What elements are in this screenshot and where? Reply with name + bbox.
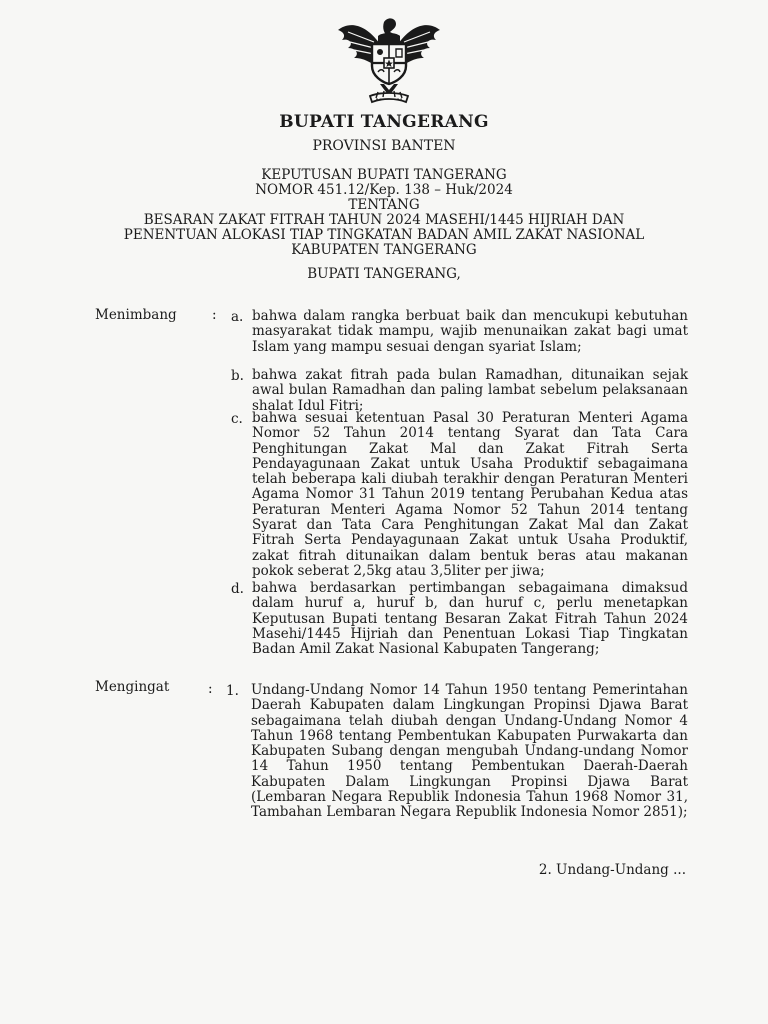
issuer-salutation: BUPATI TANGERANG,	[307, 266, 461, 282]
menimbang-item-text: bahwa zakat fitrah pada bulan Ramadhan, ditunaikan sejak awal bulan Ramadhan dan paling lambat sebelum pelaksanaan shalat Idul Fitri;	[252, 367, 688, 414]
decree-heading	[0, 168, 768, 258]
menimbang-item-text: bahwa sesuai ketentuan Pasal 30 Peraturan Menteri Agama Nomor 52 Tahun 2014 tentang Syarat dan Tata Cara Penghitungan Zakat Mal dan Zakat Fitrah Serta Pendayagunaan Zakat untuk Usaha Produktif sebagaimana telah beberapa kali diubah terakhir dengan Peraturan Menteri Agama Nomor 31 Tahun 2019 tentang Perubahan Kedua atas Peraturan Menteri Agama Nomor 52 Tahun 2014 tentang Syarat dan Tata Cara Penghitungan Zakat Mal dan Zakat Fitrah Serta Pendayagunaan Zakat untuk Usaha Produktif, zakat fitrah ditunaikan dalam bentuk beras atau makanan pokok seberat 2,5kg atau 3,5liter per jiwa;	[252, 410, 688, 579]
next-page-reference: 2. Undang-Undang ...	[538, 862, 686, 878]
decree-heading-line: KEPUTUSAN BUPATI TANGERANG	[261, 167, 507, 183]
menimbang-item-text: bahwa berdasarkan pertimbangan sebagaimana dimaksud dalam huruf a, huruf b, dan huruf c, perlu menetapkan Keputusan Bupati tentang Besaran Zakat Fitrah Tahun 2024 Masehi/1445 Hijriah dan Penentuan Lokasi Tiap Tingkatan Badan Amil Zakat Nasional Kabupaten Tangerang;	[252, 580, 688, 658]
menimbang-item-text: bahwa dalam rangka berbuat baik dan mencukupi kebutuhan masyarakat tidak mampu, wajib menunaikan zakat bagi umat Islam yang mampu sesuai dengan syariat Islam;	[252, 308, 688, 355]
mengingat-item-text: Undang-Undang Nomor 14 Tahun 1950 tentang Pemerintahan Daerah Kabupaten dalam Lingkungan Propinsi Djawa Barat sebagaimana telah diubah dengan Undang-Undang Nomor 4 Tahun 1968 tentang Pembentukan Kabupaten Purwakarta dan Kabupaten Subang dengan mengubah Undang-undang Nomor 14 Tahun 1950 tentang Pembentukan Daerah-Daerah Kabupaten Dalam Lingkungan Propinsi Djawa Barat (Lembaran Negara Republik Indonesia Tahun 1968 Nomor 31, Tambahan Lembaran Negara Republik Indonesia Nomor 2851);	[251, 682, 688, 821]
mengingat-colon: :	[208, 681, 213, 697]
menimbang-colon: :	[212, 307, 217, 323]
menimbang-label: Menimbang	[95, 307, 177, 323]
decree-subject-line: BESARAN ZAKAT FITRAH TAHUN 2024 MASEHI/1445 HIJRIAH DAN	[143, 212, 625, 228]
menimbang-item-letter: d.	[231, 581, 244, 597]
garuda-emblem-icon	[334, 14, 444, 110]
decree-heading-line: TENTANG	[348, 197, 420, 213]
decree-subject-line: PENENTUAN ALOKASI TIAP TINGKATAN BADAN AMIL ZAKAT NASIONAL	[123, 227, 645, 243]
province-name: PROVINSI BANTEN	[312, 138, 456, 154]
mengingat-label: Mengingat	[95, 679, 170, 695]
menimbang-item-letter: c.	[231, 411, 243, 427]
decree-subject-line: KABUPATEN TANGERANG	[291, 242, 477, 258]
menimbang-item-letter: a.	[231, 309, 244, 325]
mengingat-item-number: 1.	[226, 683, 239, 699]
decree-number: NOMOR 451.12/Kep. 138 – Huk/2024	[255, 182, 513, 198]
menimbang-item-letter: b.	[231, 368, 244, 384]
issuer-title: BUPATI TANGERANG	[279, 112, 489, 132]
